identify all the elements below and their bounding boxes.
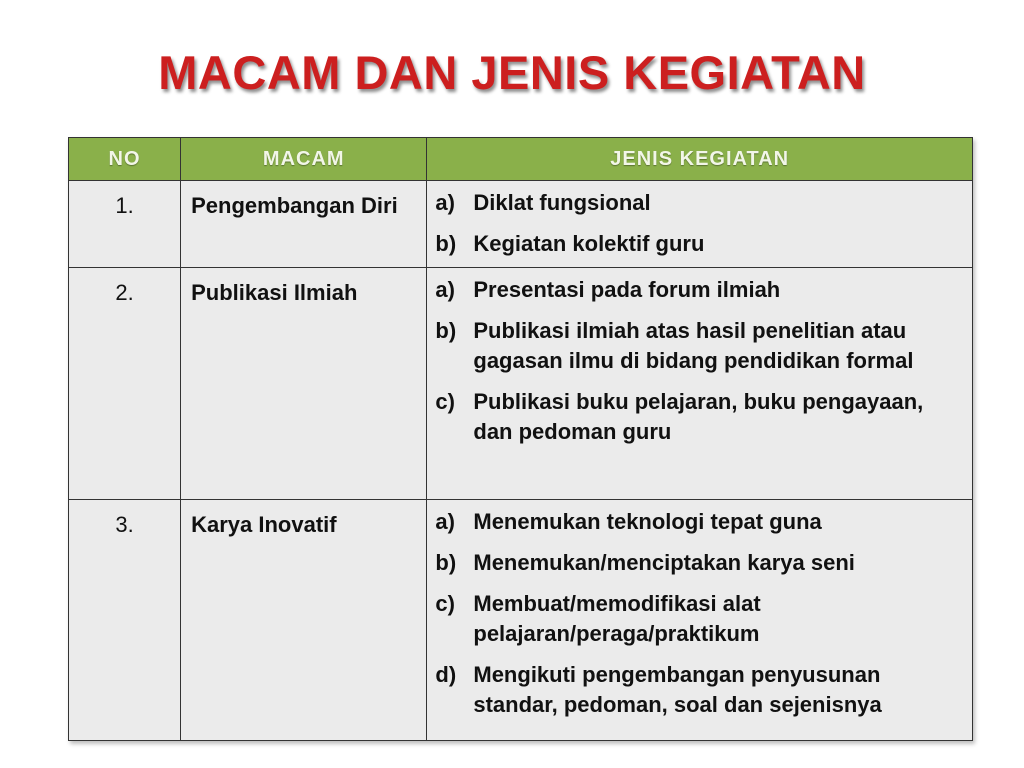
list-marker: b) <box>435 318 457 343</box>
row-number: 1. <box>69 181 181 268</box>
row-macam: Karya Inovatif <box>181 500 427 741</box>
table-row <box>69 500 973 741</box>
list-item-text: Publikasi buku pelajaran, buku pengayaan, dan pedoman guru <box>473 389 924 444</box>
list-marker: d) <box>435 662 457 687</box>
table-row <box>69 268 973 500</box>
activity-table <box>68 137 973 741</box>
header-no: NO <box>69 138 181 181</box>
list-item <box>435 660 964 720</box>
list-item-text: Menemukan/menciptakan karya seni <box>473 550 855 575</box>
list-item-text: Diklat fungsional <box>473 190 651 215</box>
list-item <box>435 589 964 649</box>
row-macam: Pengembangan Diri <box>181 181 427 268</box>
list-item <box>435 188 964 218</box>
list-item <box>435 229 964 259</box>
table-row <box>69 181 973 268</box>
list-item-text: Membuat/memodifikasi alat pelajaran/peraga/praktikum <box>473 591 761 646</box>
row-jenis-list <box>427 500 973 741</box>
list-marker: b) <box>435 550 457 575</box>
list-item-text: Kegiatan kolektif guru <box>473 231 705 256</box>
list-marker: c) <box>435 591 455 616</box>
row-jenis-list <box>427 268 973 500</box>
list-marker: a) <box>435 277 455 302</box>
row-macam: Publikasi Ilmiah <box>181 268 427 500</box>
row-number: 2. <box>69 268 181 500</box>
slide-title: MACAM DAN JENIS KEGIATAN <box>158 46 866 99</box>
header-macam: MACAM <box>181 138 427 181</box>
list-marker: c) <box>435 389 455 414</box>
list-item <box>435 275 964 305</box>
table-header-row <box>69 138 973 181</box>
list-item <box>435 316 964 376</box>
row-jenis-list <box>427 181 973 268</box>
list-item-text: Presentasi pada forum ilmiah <box>473 277 781 302</box>
list-item <box>435 507 964 537</box>
list-marker: a) <box>435 509 455 534</box>
list-item <box>435 387 964 447</box>
list-marker: a) <box>435 190 455 215</box>
header-jenis-kegiatan: JENIS KEGIATAN <box>427 138 973 181</box>
list-item <box>435 548 964 578</box>
list-item-text: Mengikuti pengembangan penyusunan standar, pedoman, soal dan sejenisnya <box>473 662 882 717</box>
list-item-text: Publikasi ilmiah atas hasil penelitian atau gagasan ilmu di bidang pendidikan formal <box>473 318 914 373</box>
list-item-text: Menemukan teknologi tepat guna <box>473 509 822 534</box>
list-marker: b) <box>435 231 457 256</box>
row-number: 3. <box>69 500 181 741</box>
